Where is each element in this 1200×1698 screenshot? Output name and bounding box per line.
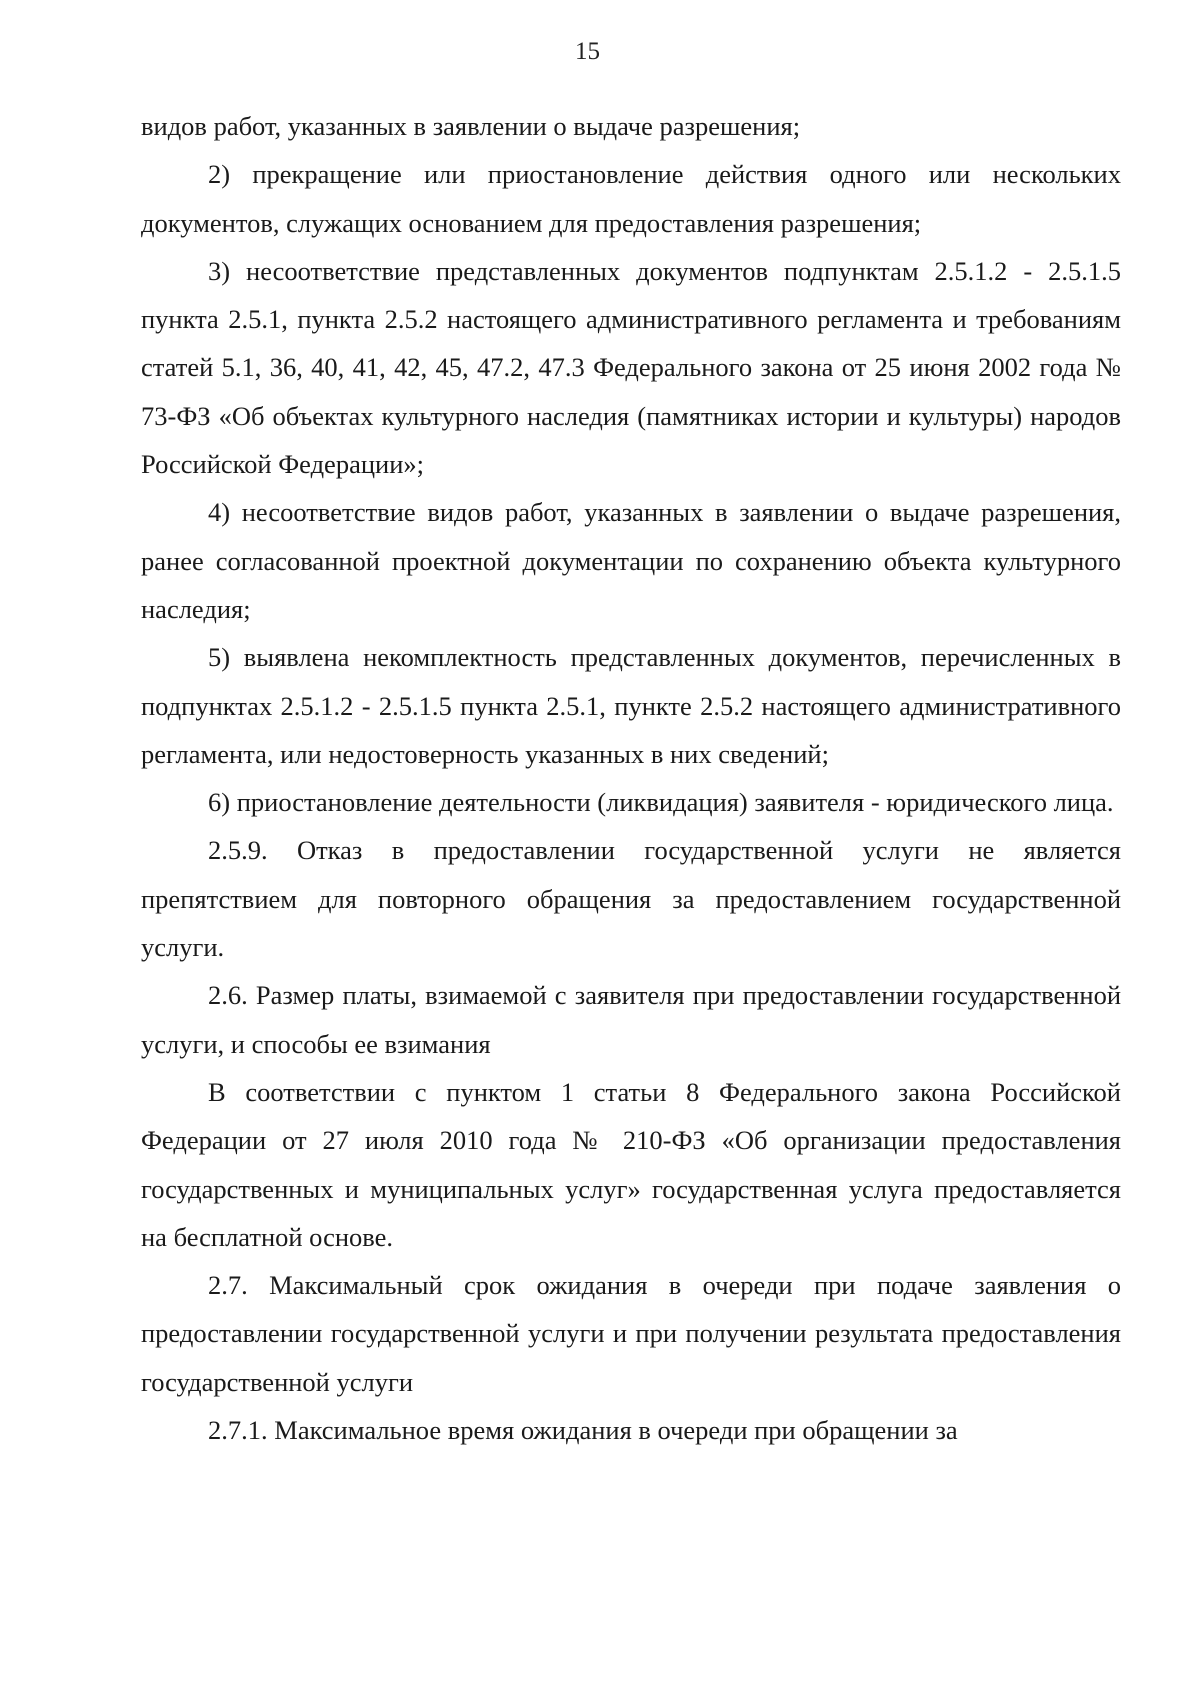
page-number: 15	[575, 38, 600, 65]
paragraph-item-2: 2) прекращение или приостановление действия одного или нескольких документов, служащих основанием для предоставления разрешения;	[141, 159, 1121, 238]
paragraph-2-7-1: 2.7.1. Максимальное время ожидания в очереди при обращении за	[208, 1415, 958, 1446]
paragraph-item-4: 4) несоответствие видов работ, указанных в заявлении о выдаче разрешения, ранее согласованной проектной документации по сохранению объекта культурного наследия;	[141, 497, 1121, 624]
paragraph-item-5: 5) выявлена некомплектность представленных документов, перечисленных в подпунктах 2.5.1.2 - 2.5.1.5 пункта 2.5.1, пункте 2.5.2 настоящего административного регламента, или недостоверность указанных в них сведений;	[141, 642, 1121, 769]
paragraph-fee-basis: В соответствии с пунктом 1 статьи 8 Федерального закона Российской Федерации от 27 июля 2010 года № 210-ФЗ «Об организации предоставления государственных и муниципальных услуг» государственная услуга предоставляется на бесплатной основе.	[141, 1076, 1121, 1252]
paragraph-item-6: 6) приостановление деятельности (ликвидация) заявителя - юридического лица.	[208, 787, 1114, 818]
paragraph-continuation: видов работ, указанных в заявлении о выдаче разрешения;	[141, 111, 801, 141]
section-heading-2-7: 2.7. Максимальный срок ожидания в очереди при подаче заявления о предоставлении государственной услуги и при получении результата предоставления государственной услуги	[141, 1270, 1121, 1397]
document-body	[141, 102, 1121, 1454]
paragraph-item-3: 3) несоответствие представленных документов подпунктам 2.5.1.2 - 2.5.1.5 пункта 2.5.1, пункта 2.5.2 настоящего административного регламента и требованиям статей 5.1, 36, 40, 41, 42, 45, 47.2, 47.3 Федерального закона от 25 июня 2002 года № 73-ФЗ «Об объектах культурного наследия (памятниках истории и культуры) народов Российской Федерации»;	[141, 255, 1121, 480]
paragraph-2-5-9: 2.5.9. Отказ в предоставлении государственной услуги не является препятствием для повторного обращения за предоставлением государственной услуги.	[141, 835, 1121, 963]
section-heading-2-6: 2.6. Размер платы, взимаемой с заявителя при предоставлении государственной услуги, и способы ее взимания	[141, 980, 1121, 1059]
